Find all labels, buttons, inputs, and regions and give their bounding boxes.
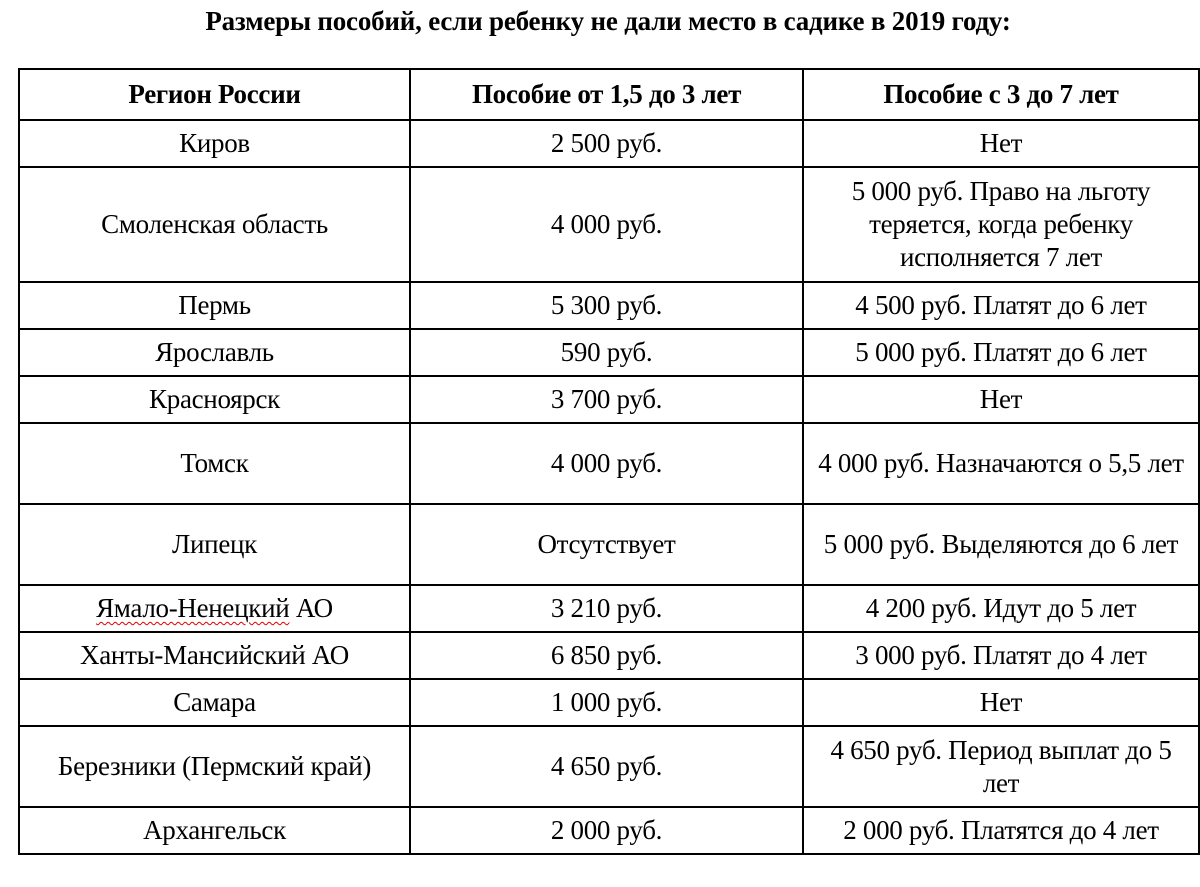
cell-benefit-3-to-7: 2 000 руб. Платятся до 4 лет (803, 807, 1199, 854)
cell-region: Красноярск (19, 376, 410, 423)
cell-benefit-1-5-to-3: 590 руб. (410, 329, 803, 376)
table-row (19, 120, 1199, 167)
page-title: Размеры пособий, если ребенку не дали место в садике в 2019 году: (205, 6, 1011, 36)
table-row (19, 167, 1199, 282)
table-row (19, 329, 1199, 376)
cell-region: Томск (19, 423, 410, 504)
cell-benefit-3-to-7: 5 000 руб. Платят до 6 лет (803, 329, 1199, 376)
cell-benefit-3-to-7: 5 000 руб. Выделяются до 6 лет (803, 504, 1199, 585)
table-row (19, 504, 1199, 585)
table-header-row (19, 69, 1199, 120)
cell-region: Ханты-Мансийский АО (19, 632, 410, 679)
cell-benefit-1-5-to-3: 1 000 руб. (410, 679, 803, 726)
cell-region: Архангельск (19, 807, 410, 854)
table-row (19, 807, 1199, 854)
table-row (19, 632, 1199, 679)
cell-benefit-3-to-7: 4 000 руб. Назначаются о 5,5 лет (803, 423, 1199, 504)
table-row (19, 726, 1199, 807)
cell-benefit-1-5-to-3: 4 000 руб. (410, 167, 803, 282)
cell-benefit-1-5-to-3: 2 500 руб. (410, 120, 803, 167)
cell-region: Пермь (19, 282, 410, 329)
cell-region: Липецк (19, 504, 410, 585)
header-benefit-1-5-to-3: Пособие от 1,5 до 3 лет (410, 69, 803, 120)
cell-region: Ярославль (19, 329, 410, 376)
cell-region: Киров (19, 120, 410, 167)
cell-region (19, 585, 410, 632)
table-row (19, 679, 1199, 726)
cell-benefit-3-to-7: 4 500 руб. Платят до 6 лет (803, 282, 1199, 329)
cell-benefit-1-5-to-3: 4 000 руб. (410, 423, 803, 504)
spellcheck-flagged-word: Ямало-Ненецкий (96, 593, 290, 623)
cell-benefit-1-5-to-3: 5 300 руб. (410, 282, 803, 329)
table-row (19, 423, 1199, 504)
cell-benefit-3-to-7: Нет (803, 376, 1199, 423)
table-row (19, 376, 1199, 423)
cell-benefit-3-to-7: 4 650 руб. Период выплат до 5 лет (803, 726, 1199, 807)
cell-benefit-1-5-to-3: Отсутствует (410, 504, 803, 585)
cell-benefit-1-5-to-3: 4 650 руб. (410, 726, 803, 807)
header-benefit-3-to-7: Пособие с 3 до 7 лет (803, 69, 1199, 120)
region-suffix: АО (289, 593, 333, 623)
cell-benefit-1-5-to-3: 3 700 руб. (410, 376, 803, 423)
cell-benefit-3-to-7: 4 200 руб. Идут до 5 лет (803, 585, 1199, 632)
cell-benefit-3-to-7: Нет (803, 679, 1199, 726)
cell-benefit-1-5-to-3: 2 000 руб. (410, 807, 803, 854)
cell-benefit-3-to-7: Нет (803, 120, 1199, 167)
cell-region: Березники (Пермский край) (19, 726, 410, 807)
cell-region: Смоленская область (19, 167, 410, 282)
cell-benefit-3-to-7: 5 000 руб. Право на льготу теряется, когда ребенку исполняется 7 лет (803, 167, 1199, 282)
benefits-table (18, 68, 1200, 855)
table-row (19, 585, 1199, 632)
header-region: Регион России (19, 69, 410, 120)
cell-region: Самара (19, 679, 410, 726)
table-row (19, 282, 1199, 329)
cell-benefit-1-5-to-3: 6 850 руб. (410, 632, 803, 679)
cell-benefit-3-to-7: 3 000 руб. Платят до 4 лет (803, 632, 1199, 679)
cell-benefit-1-5-to-3: 3 210 руб. (410, 585, 803, 632)
